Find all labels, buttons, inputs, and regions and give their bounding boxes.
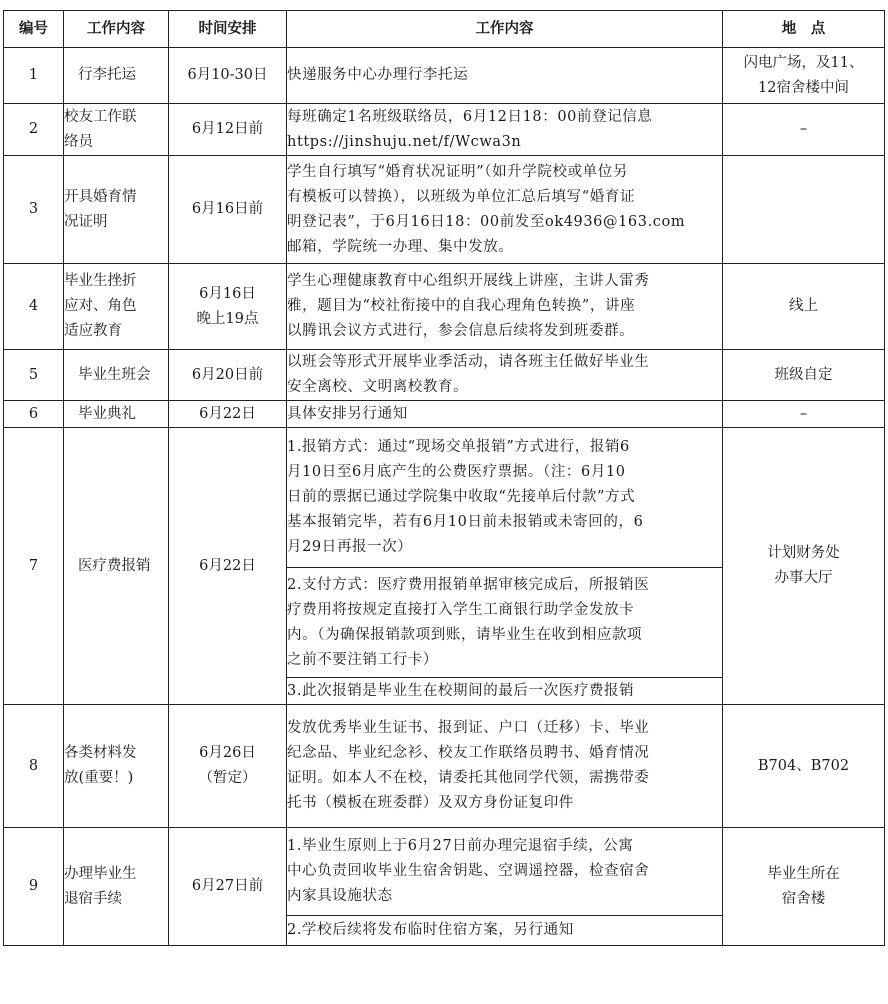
row-location-line: 毕业生所在 xyxy=(767,865,840,882)
table-row xyxy=(4,264,885,350)
row-location-line: 计划财务处 xyxy=(767,545,840,561)
table-row xyxy=(4,48,885,104)
row-content-line: 日前的票据已通过学院集中收取“先接单后付款”方式 xyxy=(287,489,636,505)
row-task: 行李托运 xyxy=(64,48,169,104)
row-task-line: 校友工作联 xyxy=(64,108,137,125)
row-content xyxy=(287,104,723,156)
row-number: 7 xyxy=(4,428,64,705)
row-task: 毕业生班会 xyxy=(64,350,169,401)
row-content-line: 有模板可以替换），以班级为单位汇总后填写“婚育证 xyxy=(287,188,636,205)
row-task-line: 应对、角色 xyxy=(64,298,137,314)
row-number: 6 xyxy=(4,401,64,428)
table-row xyxy=(4,705,885,828)
row-time: 6月27日前 xyxy=(169,828,287,946)
row-task-line: 各类材料发 xyxy=(64,745,137,761)
row-location: B704、B702 xyxy=(723,705,885,828)
row-location: – xyxy=(723,401,885,428)
row-content-part xyxy=(287,678,723,705)
header-time: 时间安排 xyxy=(169,11,287,48)
table-row xyxy=(4,428,885,568)
row-content: 具体安排另行通知 xyxy=(287,401,723,428)
row-content-line: 1.报销方式：通过“现场交单报销”方式进行，报销6 xyxy=(287,439,630,455)
row-task xyxy=(64,264,169,350)
row-time-line: 6月26日 xyxy=(199,745,256,761)
row-task: 毕业典礼 xyxy=(64,401,169,428)
row-content xyxy=(287,705,723,828)
row-content-part-line: 2.学校后续将发布临时住宿方案，另行通知 xyxy=(287,922,574,938)
row-time xyxy=(169,705,287,828)
row-task-line: 适应教育 xyxy=(64,323,122,339)
table-row xyxy=(4,156,885,264)
table-row xyxy=(4,401,885,428)
row-task xyxy=(64,156,169,264)
row-location-line: 闪电广场，及11、 xyxy=(743,54,864,71)
row-content-line: 内家具设施状态 xyxy=(287,888,393,904)
row-content-line: 雅，题目为“校社衔接中的自我心理角色转换”，讲座 xyxy=(287,298,636,314)
row-task xyxy=(64,705,169,828)
row-number: 1 xyxy=(4,48,64,104)
row-content-part-line: 内。（为确保报销款项到账，请毕业生在收到相应款项 xyxy=(287,626,643,643)
row-time-line: 6月16日 xyxy=(199,285,256,302)
row-content-part-line: 之前不要注销工行卡） xyxy=(287,651,438,668)
row-time: 6月12日前 xyxy=(169,104,287,156)
row-time: 6月10-30日 xyxy=(169,48,287,104)
row-task-line: 络员 xyxy=(64,133,93,150)
row-content xyxy=(287,428,723,568)
row-number: 2 xyxy=(4,104,64,156)
row-content xyxy=(287,828,723,916)
header-task: 工作内容 xyxy=(64,11,169,48)
row-time-line: 晚上19点 xyxy=(196,310,259,327)
row-number: 5 xyxy=(4,350,64,401)
row-task-line: 办理毕业生 xyxy=(64,865,137,882)
row-content-line: 中心负责回收毕业生宿舍钥匙、空调遥控器，检查宿舍 xyxy=(287,863,650,879)
row-task-line: 开具婚育情 xyxy=(64,188,137,205)
row-content-line: 学生自行填写“婚育状况证明”（如升学院校或单位另 xyxy=(287,163,628,180)
row-time: 6月16日前 xyxy=(169,156,287,264)
row-content-line: 托书（模板在班委群）及双方身份证复印件 xyxy=(287,795,574,811)
row-content-line: 月29日再报一次） xyxy=(287,539,413,555)
row-number: 8 xyxy=(4,705,64,828)
row-content-line: 邮箱，学院统一办理、集中发放。 xyxy=(287,238,514,255)
row-location xyxy=(723,48,885,104)
header-number: 编号 xyxy=(4,11,64,48)
row-location xyxy=(723,428,885,705)
row-location: 线上 xyxy=(723,264,885,350)
row-number: 4 xyxy=(4,264,64,350)
row-content-part-line: 2.支付方式：医疗费用报销单据审核完成后，所报销医 xyxy=(287,576,650,593)
row-content-line: 以腾讯会议方式进行，参会信息后续将发到班委群。 xyxy=(287,323,635,339)
row-location: 班级自定 xyxy=(723,350,885,401)
row-content-line: https://jinshuju.net/f/Wcwa3n xyxy=(287,133,522,150)
graduation-schedule-table xyxy=(3,10,885,946)
table-row xyxy=(4,828,885,916)
row-content-line: 安全离校、文明离校教育。 xyxy=(287,379,469,395)
row-task-line: 毕业生挫折 xyxy=(64,273,137,289)
row-task xyxy=(64,828,169,946)
row-content-part xyxy=(287,568,723,678)
row-content xyxy=(287,350,723,401)
row-time xyxy=(169,264,287,350)
row-time: 6月20日前 xyxy=(169,350,287,401)
row-content: 快递服务中心办理行李托运 xyxy=(287,48,723,104)
row-task-line: 况证明 xyxy=(64,213,108,230)
row-task-line: 放(重要！) xyxy=(64,770,134,786)
row-location-line: 办事大厅 xyxy=(774,570,833,586)
row-content-line: 以班会等形式开展毕业季活动，请各班主任做好毕业生 xyxy=(287,354,650,370)
row-task: 医疗费报销 xyxy=(64,428,169,705)
row-task-line: 退宿手续 xyxy=(64,890,122,907)
row-content xyxy=(287,264,723,350)
row-location xyxy=(723,828,885,946)
row-number: 9 xyxy=(4,828,64,946)
row-content-line: 明登记表”，于6月16日18：00前发至ok4936@163.com xyxy=(287,213,686,230)
table-row xyxy=(4,350,885,401)
row-content-line: 基本报销完毕，若有6月10日前未报销或未寄回的，6 xyxy=(287,514,644,530)
row-content-part-line: 疗费用将按规定直接打入学生工商银行助学金发放卡 xyxy=(287,601,635,618)
row-location-line: 宿舍楼 xyxy=(781,890,826,907)
table-row xyxy=(4,104,885,156)
row-location-line: 12宿舍楼中间 xyxy=(758,79,849,96)
row-content-line: 每班确定1名班级联络员，6月12日18：00前登记信息 xyxy=(287,108,653,125)
row-task xyxy=(64,104,169,156)
row-content-line: 发放优秀毕业生证书、报到证、户口（迁移）卡、毕业 xyxy=(287,720,650,736)
table-header-row xyxy=(4,11,885,48)
row-time-line: （暂定） xyxy=(198,770,257,786)
row-content-line: 证明。如本人不在校，请委托其他同学代领，需携带委 xyxy=(287,770,650,786)
row-content-line: 月10日至6月底产生的公费医疗票据。（注：6月10 xyxy=(287,464,626,480)
row-location xyxy=(723,156,885,264)
row-time: 6月22日 xyxy=(169,428,287,705)
row-location: – xyxy=(723,104,885,156)
header-content: 工作内容 xyxy=(287,11,723,48)
row-time: 6月22日 xyxy=(169,401,287,428)
row-content xyxy=(287,156,723,264)
row-content-line: 学生心理健康教育中心组织开展线上讲座，主讲人雷秀 xyxy=(287,273,650,289)
row-content-line: 1.毕业生原则上于6月27日前办理完退宿手续，公寓 xyxy=(287,838,634,854)
row-content-line: 纪念品、毕业纪念衫、校友工作联络员聘书、婚育情况 xyxy=(287,745,650,761)
header-location: 地 点 xyxy=(723,11,885,48)
row-content-part-line: 3.此次报销是毕业生在校期间的最后一次医疗费报销 xyxy=(287,682,635,699)
row-content-part xyxy=(287,916,723,946)
row-number: 3 xyxy=(4,156,64,264)
